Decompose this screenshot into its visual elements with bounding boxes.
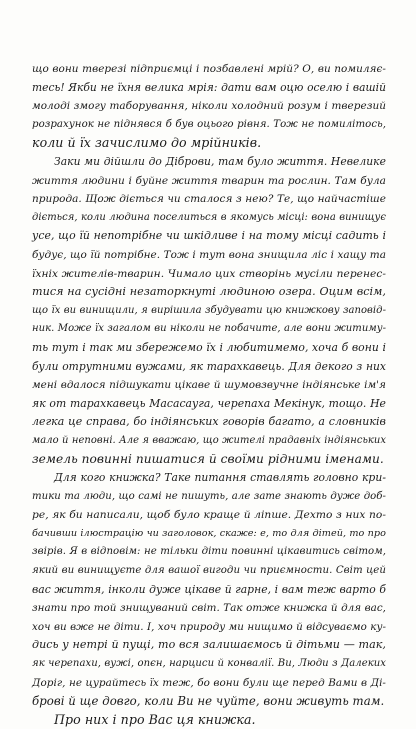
text-line: хоч ви вже не діти. І, хоч природу ми нищимо й відсуваємо ку- [32, 620, 386, 633]
text-line: мало й неповні. Але я вважаю, що жителі прадавніх індіянських [32, 434, 386, 446]
text-line: Заки ми дійшли до Діброви, там було життя. Невелике [54, 154, 386, 168]
text-line: ре, як би написали, щоб було краще й ліпше. Дехто з них по- [32, 508, 386, 522]
text-line: тися на сусідні незаторкнуті людиною озера. Оцим всім, [32, 285, 386, 299]
text-line: бачивши ілюстрацію чи заголовок, скаже: е, то для дітей, то про [32, 527, 386, 539]
text-line: дись у нетрі й пущі, то вся залишаємось й дітьми — так, [32, 638, 386, 652]
text-line: який ви винищуєте для вашої вигоди чи приємности. Світ цей [32, 565, 386, 577]
text-line: Про них і про Вас ця книжка. [54, 711, 256, 727]
text-line: були отрутними вужами, як тарахкавець. Для декого з них [32, 359, 386, 373]
paragraph-1 [32, 60, 386, 153]
text-line: коли й їх зачислимо до мрійників. [32, 135, 262, 151]
text-line: життя людини і буйне життя тварин та рослин. Там була [32, 174, 386, 187]
text-line: Доріг, не цурайтесь їх теж, бо вони були ще перед Вами в Ді- [32, 676, 386, 689]
text-line: що їх ви винищили, я вирішила збудувати цю книжкову заповід- [32, 304, 386, 316]
text-line: брові й ще довго, коли Ви не чуйте, вони живуть там. [32, 694, 385, 709]
book-page [0, 60, 416, 729]
text-line: легка це справа, бо індіянських говорів багато, а словників [32, 415, 386, 429]
text-line: Для кого книжка? Таке питання ставлять головно кри- [54, 471, 386, 485]
text-line: молоді змогу таборування, ніколи холодний розум і тверезий [32, 100, 386, 113]
text-line: ник. Може їх загалом ви ніколи не побачите, але вони житиму- [32, 323, 386, 335]
text-line: будує, що їй потрібне. Тож і тут вона знищила ліс і хащу та [32, 248, 386, 261]
text-line: розрахунок не піднявся б був оцього рівня. Тож не помиліmось, [32, 118, 386, 130]
paragraph-2 [32, 153, 386, 469]
text-line: як от тарахкавець Масасауга, черепаха Мекінук, тощо. Не [32, 396, 386, 410]
text-line: діється, коли людина поселиться в якомусь місці: вона винищує [32, 211, 386, 223]
paragraph-3 [32, 469, 386, 711]
text-line: вас життя, інколи дуже цікаве й гарне, і вам теж варто б [32, 582, 386, 596]
text-line: тики та люди, що самі не пишуть, але зате знають дуже доб- [32, 490, 386, 502]
text-line: тесь! Якби не їхня велика мрія: дати вам оцю оселю і вашій [32, 80, 386, 94]
text-line: земель повинні пишатися й своїми рідними іменами. [32, 452, 384, 467]
text-line: що вони тверезі підприємці і позбавлені мрій? О, ви помиляє- [32, 63, 386, 75]
paragraph-4 [32, 711, 386, 729]
text-line: мені вдалося підшукати цікаве й шумовзвучне індіянське ім'я [32, 379, 386, 392]
text-line: усе, що їй непотрібне чи шкідливе і на тому місці садить і [32, 229, 386, 243]
text-line: як черепахи, вужі, опєн, нарциси й конвалії. Ви, Люди з Далеких [32, 658, 386, 669]
text-line: їхніх жителів-тварин. Чимало цих створінь мусіли перенес- [32, 266, 386, 280]
text-line: звірів. Я в відповім: не тільки діти повинні цікавитись світом, [32, 546, 386, 558]
text-line: ть тут і так ми збережемо їх і любитимемо, хоча б вони і [32, 340, 386, 354]
text-line: природа. Щож діється чи сталося з нею? Те, що найчастіше [32, 193, 386, 206]
text-line: знати про той знищуваний світ. Так отже книжка й для вас, [32, 602, 386, 615]
